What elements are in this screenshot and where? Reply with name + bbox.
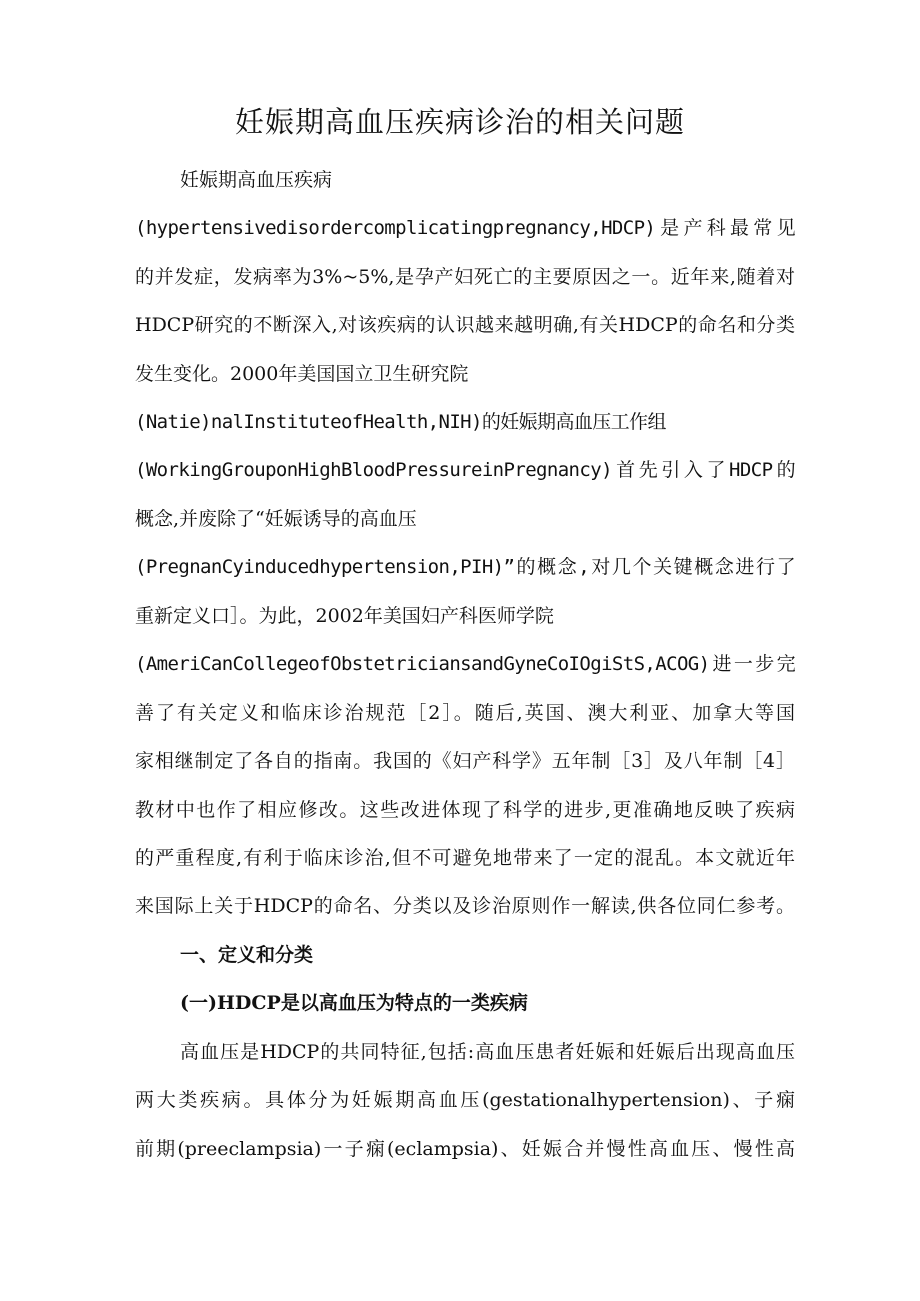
subsection-heading: (一)HDCP是以高血压为特点的一类疾病 [180, 992, 528, 1014]
paragraph-line: (WorkingGrouponHighBloodPressureinPregnancy)首先引入了HDCP的 [135, 459, 795, 481]
paragraph-line: (PregnanCyinducedhypertension,PIH)”的概念,对几个关键概念进行了 [135, 556, 795, 578]
paragraph-line: 高血压是HDCP的共同特征,包括:高血压患者妊娠和妊娠后出现高血压 [180, 1041, 795, 1063]
paragraph-line: 发生变化。2000年美国国立卫生研究院 [135, 363, 469, 385]
paragraph-line: 善了有关定义和临床诊治规范［2］。随后,英国、澳大利亚、加拿大等国 [135, 702, 795, 724]
paragraph-line: 妊娠期高血压疾病 [180, 169, 333, 191]
paragraph-line: 的并发症，发病率为3%~5%,是孕产妇死亡的主要原因之一。近年来,随着对 [135, 266, 795, 288]
paragraph-line: 重新定义口］。为此，2002年美国妇产科医师学院 [135, 605, 554, 627]
paragraph-line: 的严重程度,有利于临床诊治,但不可避免地带来了一定的混乱。本文就近年 [135, 847, 795, 869]
paragraph-line: (hypertensivedisordercomplicatingpregnancy,HDCP)是产科最常见 [135, 217, 795, 239]
paragraph-line: (Natie)nalInstituteofHealth,NIH)的妊娠期高血压工作组 [135, 411, 666, 433]
paragraph-line: 家相继制定了各自的指南。我国的《妇产科学》五年制［3］及八年制［4］ [135, 750, 795, 772]
document-title: 妊娠期高血压疾病诊治的相关问题 [234, 105, 685, 139]
section-heading: 一、定义和分类 [180, 944, 314, 966]
paragraph-line: 前期(preeclampsia)一子痫(eclampsia)、妊娠合并慢性高血压、慢性高 [135, 1138, 795, 1160]
paragraph-line: 两大类疾病。具体分为妊娠期高血压(gestationalhypertension)、子痫 [135, 1089, 795, 1111]
paragraph-line: (AmeriCanCollegeofObstetriciansandGyneCoIOgiStS,ACOG)进一步完 [135, 653, 795, 675]
paragraph-line: 来国际上关于HDCP的命名、分类以及诊治原则作一解读,供各位同仁参考。 [135, 895, 795, 917]
paragraph-line: HDCP研究的不断深入,对该疾病的认识越来越明确,有关HDCP的命名和分类 [135, 314, 795, 336]
paragraph-line: 概念,并废除了“妊娠诱导的高血压 [135, 508, 417, 530]
paragraph-line: 教材中也作了相应修改。这些改进体现了科学的进步,更准确地反映了疾病 [135, 799, 795, 821]
